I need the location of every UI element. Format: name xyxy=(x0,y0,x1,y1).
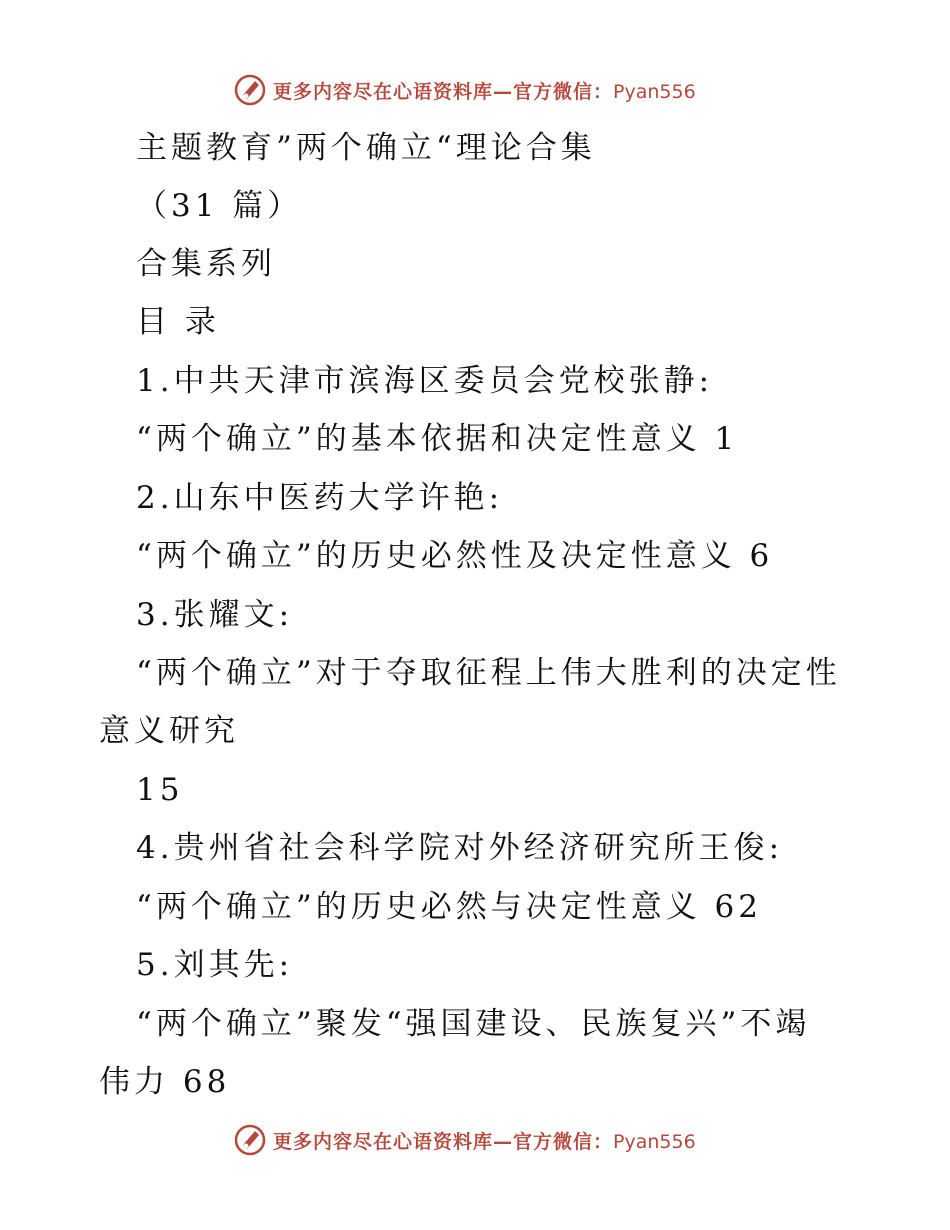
toc-heading: 目 录 xyxy=(136,304,220,340)
document-count: （31 篇） xyxy=(136,188,303,224)
toc-entry-5-title: “两个确立”聚发“强国建设、民族复兴”不竭 xyxy=(136,1006,811,1042)
pen-nib-circle-icon xyxy=(233,1123,267,1157)
toc-entry-4-title: “两个确立”的历史必然与决定性意义 62 xyxy=(136,889,762,925)
pen-nib-circle-icon xyxy=(233,73,267,107)
watermark-text: 更多内容尽在心语资料库—官方微信：Pyan556 xyxy=(273,1130,696,1153)
header-watermark xyxy=(233,72,696,108)
toc-entry-3-author: 3.张耀文: xyxy=(136,597,294,633)
toc-entry-3-page: 15 xyxy=(136,772,184,808)
footer-watermark xyxy=(233,1122,696,1158)
toc-entry-1-title: “两个确立”的基本依据和决定性意义 1 xyxy=(136,421,739,457)
toc-entry-1-author: 1.中共天津市滨海区委员会党校张静: xyxy=(136,363,714,399)
toc-entry-2-author: 2.山东中医药大学许艳: xyxy=(136,480,504,516)
document-title: 主题教育”两个确立“理论合集 xyxy=(136,130,596,166)
toc-entry-5-title-cont: 伟力 68 xyxy=(99,1064,231,1100)
toc-entry-3-title-cont: 意义研究 xyxy=(99,713,239,749)
watermark-id: Pyan556 xyxy=(613,80,696,103)
watermark-id: Pyan556 xyxy=(613,1130,696,1153)
series-label: 合集系列 xyxy=(136,246,276,282)
toc-entry-2-title: “两个确立”的历史必然性及决定性意义 6 xyxy=(136,538,774,574)
toc-entry-5-author: 5.刘其先: xyxy=(136,947,294,983)
toc-entry-3-title: “两个确立”对于夺取征程上伟大胜利的决定性 xyxy=(136,655,841,691)
watermark-text: 更多内容尽在心语资料库—官方微信：Pyan556 xyxy=(273,80,696,103)
toc-entry-4-author: 4.贵州省社会科学院对外经济研究所王俊: xyxy=(136,830,784,866)
